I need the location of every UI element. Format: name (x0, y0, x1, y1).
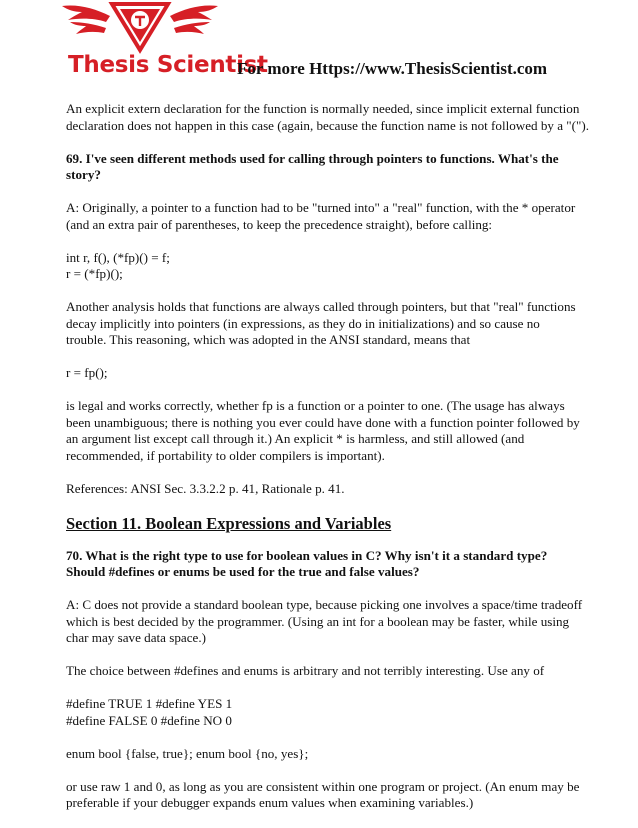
text-line: (and an extra pair of parentheses, to keep the precedence straight), before calling: (66, 216, 493, 232)
text-line: int r, f(), (*fp)() = f; (66, 249, 170, 265)
paragraph (66, 398, 580, 464)
text-line: declaration does not happen in this case (again, because the function name is not followed by a "("). (66, 117, 589, 133)
winged-triangle-emblem-icon (60, 0, 240, 56)
paragraph (66, 481, 576, 498)
text-line: enum bool {false, true}; enum bool {no, yes}; (66, 745, 309, 761)
website-link[interactable]: For more Https://www.ThesisScientist.com (237, 59, 548, 78)
text-line: Should #defines or enums be used for the true and false values? (66, 564, 420, 579)
text-line: story? (66, 167, 101, 182)
thesis-scientist-logo (60, 0, 268, 85)
text-line: recommended, if portability to older compilers is important). (66, 447, 385, 463)
paragraph (66, 101, 589, 134)
text-line: #define TRUE 1 #define YES 1 (66, 696, 233, 711)
text-line: trouble. This reasoning, which was adopted in the ANSI standard, means that (66, 332, 471, 347)
text-line: 70. What is the right type to use for boolean values in C? Why isn't it a standard type? (66, 547, 548, 563)
paragraph (66, 365, 576, 382)
text-line: r = (*fp)(); (66, 266, 123, 281)
text-line: decay implicitly into pointers (in expressions, as they do in initializations) and so cause no (66, 315, 540, 331)
document-body (66, 101, 589, 828)
text-line: which is best decided by the programmer. (Using an int for a boolean may be faster, while using (66, 613, 570, 629)
paragraph (66, 250, 576, 283)
text-line: Section 11. Boolean Expressions and Variables (66, 513, 392, 533)
text-line: char may save data space.) (66, 630, 206, 645)
page-header (0, 0, 638, 85)
text-line: A: C does not provide a standard boolean type, because picking one involves a space/time tradeoff (66, 597, 583, 612)
section-heading (66, 514, 576, 534)
text-line: r = fp(); (66, 365, 108, 380)
paragraph (66, 778, 580, 812)
question-heading (66, 548, 576, 581)
text-line: 69. I've seen different methods used for calling through pointers to functions. What's the (66, 150, 559, 166)
text-line: been unambiguous; there is nothing you ever could have done with a function pointer followed by (66, 414, 580, 430)
paragraph (66, 597, 583, 647)
question-heading (66, 151, 576, 184)
paragraph (66, 696, 576, 729)
text-line: #define FALSE 0 #define NO 0 (66, 712, 232, 728)
text-line: is legal and works correctly, whether fp is a function or a pointer to one. (The usage has always (66, 398, 565, 413)
text-line: preferable if your debugger expands enum values when examining variables.) (66, 795, 474, 810)
text-line: Another analysis holds that functions are always called through pointers, but that "real" functions (66, 299, 576, 314)
text-line: A: Originally, a pointer to a function had to be "turned into" a "real" function, with the * operator (66, 200, 576, 215)
text-line: The choice between #defines and enums is arbitrary and not terribly interesting. Use any of (66, 663, 545, 678)
text-line: or use raw 1 and 0, as long as you are consistent within one program or project. (An enum may be (66, 778, 580, 794)
paragraph (66, 746, 576, 763)
paragraph (66, 200, 576, 233)
text-line: An explicit extern declaration for the function is normally needed, since implicit external function (66, 101, 580, 116)
text-line: References: ANSI Sec. 3.3.2.2 p. 41, Rationale p. 41. (66, 480, 345, 496)
paragraph (66, 663, 576, 680)
paragraph (66, 299, 576, 349)
text-line: an argument list except call through it.) An explicit * is harmless, and still allowed (and (66, 431, 525, 446)
brand-name: Thesis Scientist (68, 52, 268, 78)
